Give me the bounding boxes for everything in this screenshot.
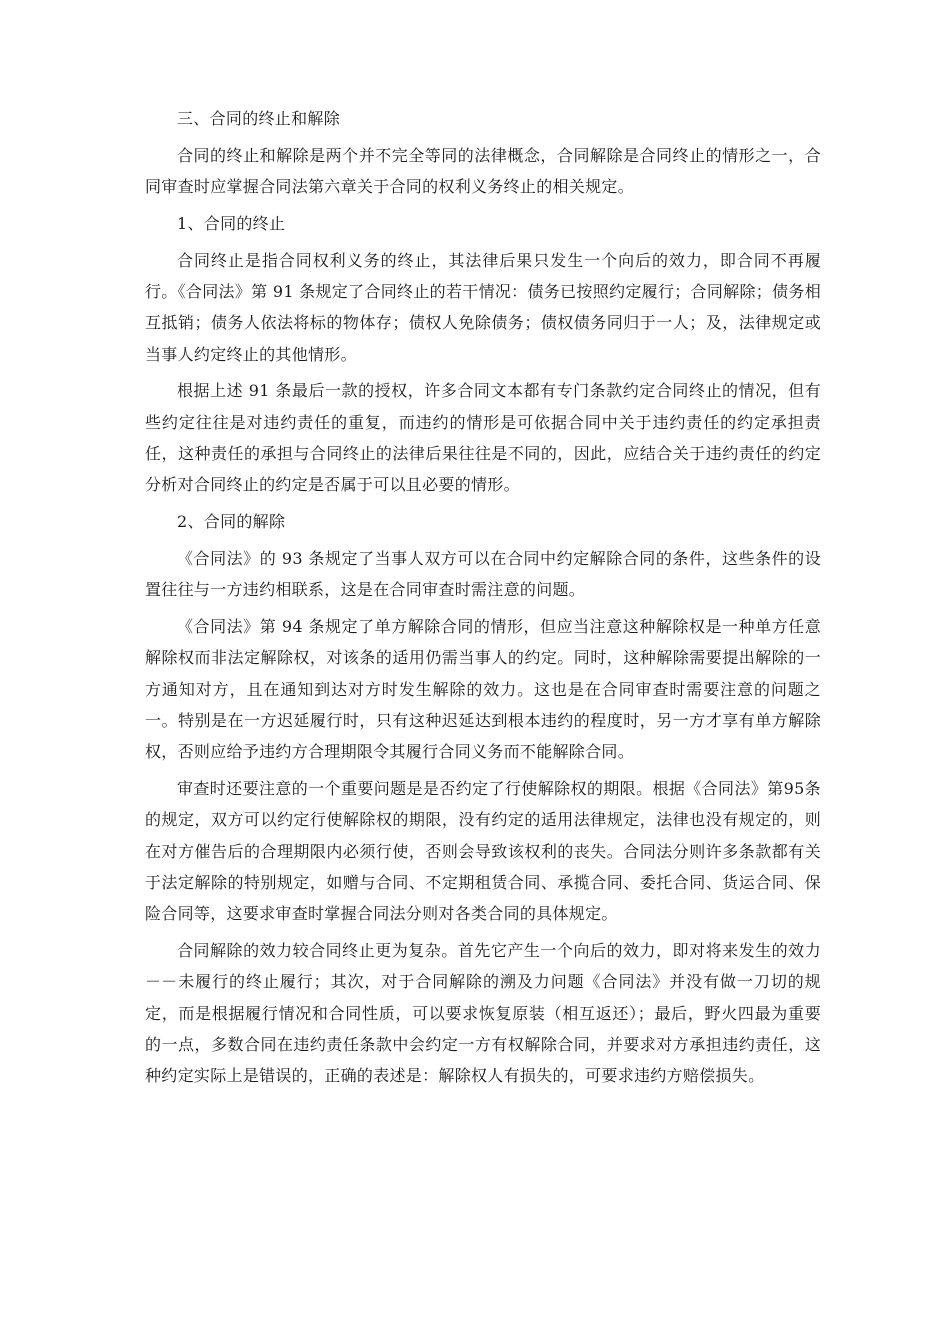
- section-heading: 三、合同的终止和解除: [177, 109, 341, 128]
- paragraph: 审查时还要注意的一个重要问题是是否约定了行使解除权的期限。根据《合同法》第95条的规定，双方可以约定行使解除权的期限，没有约定的适用法律规定，法律也没有规定的，则在对方催告后的合理期限内必须行使，否则会导致该权利的丧失。合同法分则许多条款都有关于法定解除的特别规定，如赠与合同、不定期租赁合同、承揽合同、委托合同、货运合同、保险合同等，这要求审查时掌握合同法分则对各类合同的具体规定。: [145, 778, 821, 924]
- subsection-heading: 1、合同的终止: [177, 213, 286, 233]
- document-page: [145, 103, 821, 1091]
- paragraph: 合同解除的效力较合同终止更为复杂。首先它产生一个向后的效力，即对将来发生的效力－－未履行的终止履行；其次，对于合同解除的溯及力问题《合同法》并没有做一刀切的规定，而是根据履行情况和合同性质，可以要求恢复原装（相互返还）；最后，野火四最为重要的一点，多数合同在违约责任条款中会约定一方有权解除合同，并要求对方承担违约责任，这种约定实际上是错误的，正确的表述是：解除权人有损失的，可要求违约方赔偿损失。: [145, 940, 821, 1086]
- paragraph: 合同的终止和解除是两个并不完全等同的法律概念，合同解除是合同终止的情形之一，合同审查时应掌握合同法第六章关于合同的权利义务终止的相关规定。: [145, 145, 821, 197]
- subsection-heading: 2、合同的解除: [177, 512, 286, 532]
- paragraph: 《合同法》第 94 条规定了单方解除合同的情形，但应当注意这种解除权是一种单方任意解除权而非法定解除权，对该条的适用仍需当事人的约定。同时，这种解除需要提出解除的一方通知对方，且在通知到达对方时发生解除的效力。这也是在合同审查时需要注意的问题之一。特别是在一方迟延履行时，只有这种迟延达到根本违约的程度时，另一方才享有单方解除权，否则应给予违约方合理期限令其履行合同义务而不能解除合同。: [145, 616, 821, 762]
- paragraph: 《合同法》的 93 条规定了当事人双方可以在合同中约定解除合同的条件，这些条件的设置往往与一方违约相联系，这是在合同审查时需注意的问题。: [145, 548, 821, 600]
- paragraph: 合同终止是指合同权利义务的终止，其法律后果只发生一个向后的效力，即合同不再履行。《合同法》第 91 条规定了合同终止的若干情况：债务已按照约定履行；合同解除；债务相互抵销；债务人依法将标的物体存；债权人免除债务；债权债务同归于一人；及，法律规定或当事人约定终止的其他情形。: [145, 250, 821, 364]
- paragraph: 根据上述 91 条最后一款的授权，许多合同文本都有专门条款约定合同终止的情况，但有些约定往往是对违约责任的重复，而违约的情形是可依据合同中关于违约责任的约定承担责任，这种责任的承担与合同终止的法律后果往往是不同的，因此，应结合关于违约责任的约定分析对合同终止的约定是否属于可以且必要的情形。: [145, 381, 821, 495]
